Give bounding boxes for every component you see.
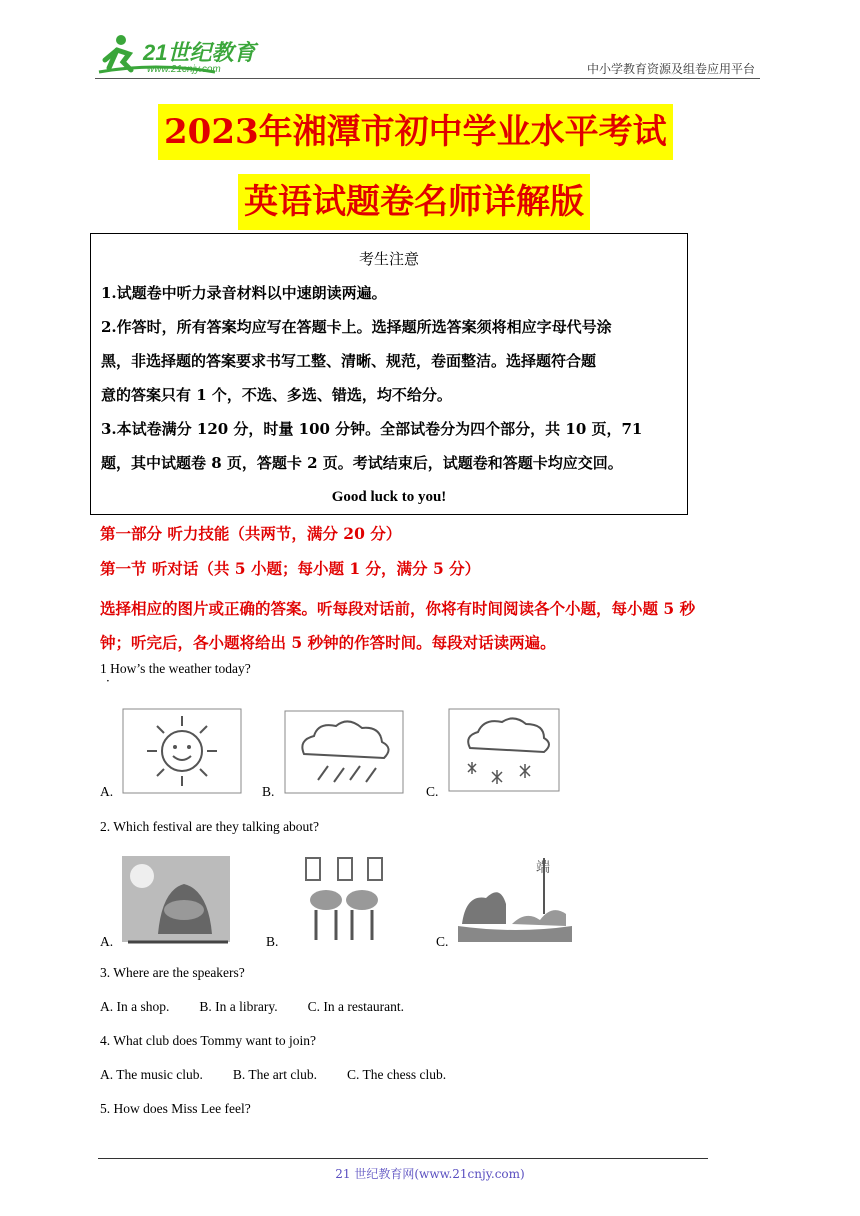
- q1-option-c: C.: [426, 784, 439, 799]
- q2-option-b: B.: [266, 934, 279, 949]
- site-logo: [95, 32, 260, 80]
- q3-option-c: C. In a restaurant.: [307, 999, 404, 1014]
- question-2: 2. Which festival are they talking about?: [100, 819, 320, 834]
- moon-festival-image: [118, 854, 234, 946]
- lantern-festival-image: [296, 854, 392, 946]
- platform-label: 中小学教育资源及组卷应用平台: [586, 62, 755, 76]
- notice-item-2a: 2.作答时，所有答案均应写在答题卡上。选择题所选答案须将相应字母代号涂: [101, 318, 612, 336]
- q4-option-c: C. The chess club.: [346, 1067, 447, 1082]
- notice-item-3a: 3.本试卷满分 120 分，时量 100 分钟。全部试卷分为四个部分，共 10 页，71: [101, 420, 643, 438]
- sun-icon: [122, 708, 242, 794]
- dragon-boat-image: [456, 854, 574, 946]
- q4-option-b: B. The art club.: [232, 1067, 317, 1082]
- part-heading: 第一部分 听力技能（共两节，满分 20 分）: [100, 524, 402, 543]
- instructions-line-2: 钟；听完后，各小题将给出 5 秒钟的作答时间。每段对话读两遍。: [100, 633, 556, 652]
- snow-cloud-icon: [448, 708, 560, 792]
- header-divider: [95, 78, 760, 79]
- logo-url: www.21cnjy.com: [147, 64, 221, 75]
- q3-option-b: B. In a library.: [199, 999, 278, 1014]
- q4-option-a: A. The music club.: [100, 1067, 203, 1082]
- q2-option-c: C.: [436, 934, 449, 949]
- question-1: 1 How’s the weather today?: [100, 661, 251, 676]
- q1-option-a: A.: [100, 784, 114, 799]
- notice-item-3b: 题，其中试题卷 8 页，答题卡 2 页。考试结束后，试题卷和答题卡均应交回。: [101, 454, 623, 472]
- exam-title: 2023年湘潭市初中学业水平考试: [158, 104, 673, 160]
- notice-item-2b: 黑，非选择题的答案要求书写工整、清晰、规范，卷面整洁。选择题符合题: [101, 352, 597, 370]
- notice-box: [90, 233, 688, 515]
- notice-item-2c: 意的答案只有 1 个，不选、多选、错选，均不给分。: [101, 386, 452, 404]
- q3-options: [100, 999, 404, 1015]
- logo-text: 21世纪教育: [143, 40, 256, 65]
- question-4: 4. What club does Tommy want to join?: [100, 1033, 317, 1048]
- q1-option-b: B.: [262, 784, 275, 799]
- footer-divider: [98, 1158, 708, 1159]
- section-heading: 第一节 听对话（共 5 小题；每小题 1 分，满分 5 分）: [100, 559, 481, 578]
- section-instructions: [100, 592, 772, 660]
- notice-closing: Good luck to you!: [331, 489, 447, 505]
- q4-options: [100, 1067, 446, 1083]
- q2-option-a: A.: [100, 934, 114, 949]
- q3-option-a: A. In a shop.: [100, 999, 170, 1014]
- footer-text: 21 世纪教育网(www.21cnjy.com): [335, 1167, 525, 1181]
- exam-subtitle: 英语试题卷名师详解版: [238, 174, 590, 230]
- question-1-mark: ·: [106, 674, 110, 688]
- rain-cloud-icon: [284, 710, 404, 794]
- notice-item-1: 1.试题卷中听力录音材料以中速朗读两遍。: [101, 284, 387, 302]
- question-5: 5. How does Miss Lee feel?: [100, 1101, 251, 1116]
- question-3: 3. Where are the speakers?: [100, 965, 245, 980]
- instructions-line-1: 选择相应的图片或正确的答案。听每段对话前，你将有时间阅读各个小题，每小题 5 秒: [100, 599, 696, 618]
- notice-heading: 考生注意: [358, 250, 419, 268]
- svg-text:端: 端: [536, 860, 550, 876]
